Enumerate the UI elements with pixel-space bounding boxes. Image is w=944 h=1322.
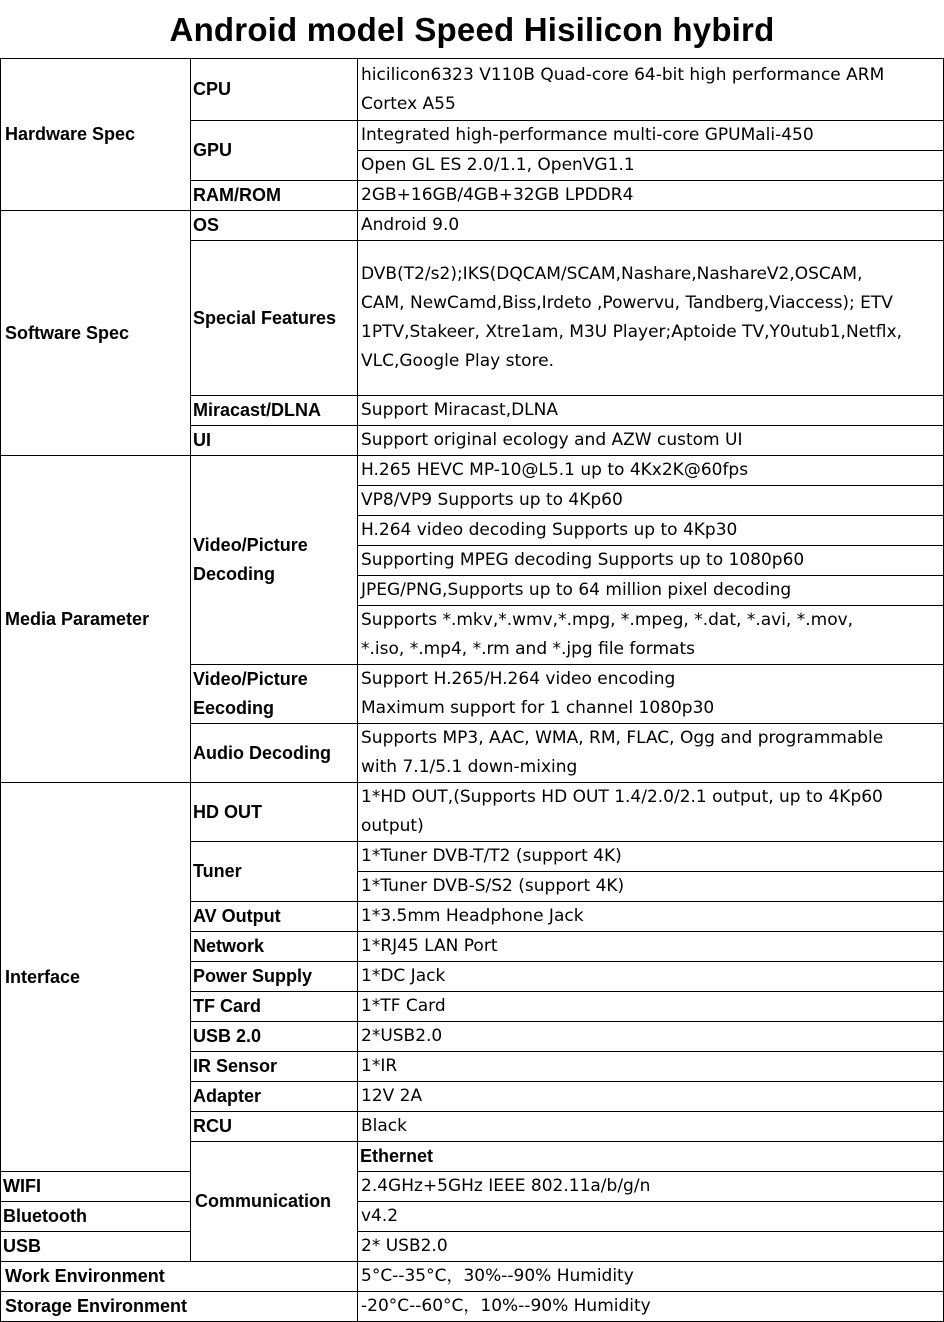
value-rcu: Black [358, 1112, 944, 1142]
label-bluetooth: Bluetooth [1, 1202, 191, 1232]
value-decoding: H.264 video decoding Supports up to 4Kp30 [358, 516, 944, 546]
value-os: Android 9.0 [358, 211, 944, 241]
label-line: Video/Picture [193, 669, 308, 689]
label-usb: USB [1, 1232, 191, 1262]
value-audio [358, 724, 944, 783]
label-os: OS [191, 211, 358, 241]
label-av-output: AV Output [191, 902, 358, 932]
value-hd-out [358, 783, 944, 842]
value-network: 1*RJ45 LAN Port [358, 932, 944, 962]
value-line: Supports *.mkv,*.wmv,*.mpg, *.mpeg, *.dat, *.avi, *.mov, [361, 610, 854, 630]
value-usb-2: 2*USB2.0 [358, 1022, 944, 1052]
label-adapter: Adapter [191, 1082, 358, 1112]
value-decoding: VP8/VP9 Supports up to 4Kp60 [358, 486, 944, 516]
label-wifi: WIFI [1, 1172, 191, 1202]
value-line: with 7.1/5.1 down-mixing [361, 757, 578, 777]
spec-table [0, 58, 944, 1322]
label-audio-decoding: Audio Decoding [191, 724, 358, 783]
label-ram: RAM/ROM [191, 181, 358, 211]
value-cpu [358, 59, 944, 121]
value-gpu-api: Open GL ES 2.0/1.1, OpenVG1.1 [358, 151, 944, 181]
label-video-encoding [191, 665, 358, 724]
label-cpu: CPU [191, 59, 358, 121]
label-hd-out: HD OUT [191, 783, 358, 842]
value-ram: 2GB+16GB/4GB+32GB LPDDR4 [358, 181, 944, 211]
category-hardware: Hardware Spec [1, 59, 191, 211]
table-row [1, 1262, 944, 1292]
label-usb-2: USB 2.0 [191, 1022, 358, 1052]
category-communication: Communication [191, 1142, 358, 1262]
table-row [1, 783, 944, 842]
label-network: Network [191, 932, 358, 962]
value-decoding: JPEG/PNG,Supports up to 64 million pixel decoding [358, 576, 944, 606]
label-line: Video/Picture [193, 535, 308, 555]
label-work-environment: Work Environment [1, 1262, 358, 1292]
value-decoding: H.265 HEVC MP-10@L5.1 up to 4Kx2K@60fps [358, 456, 944, 486]
table-row [1, 1202, 944, 1232]
table-row [1, 59, 944, 121]
value-gpu: Integrated high-performance multi-core GPUMali-450 [358, 121, 944, 151]
value-storage-environment: -20°C--60°C，10%--90% Humidity [358, 1292, 944, 1322]
label-line: Eecoding [193, 698, 275, 718]
value-ui: Support original ecology and AZW custom UI [358, 426, 944, 456]
table-row [1, 1292, 944, 1322]
value-line: VLC,Google Play store. [361, 351, 554, 371]
value-av-output: 1*3.5mm Headphone Jack [358, 902, 944, 932]
value-line: DVB(T2/s2);IKS(DQCAM/SCAM,Nashare,NashareV2,OSCAM, [361, 264, 863, 284]
table-row [1, 1172, 944, 1202]
value-line: Cortex A55 [361, 93, 456, 114]
value-decoding: Supporting MPEG decoding Supports up to 1080p60 [358, 546, 944, 576]
value-line: *.iso, *.mp4, *.rm and *.jpg file formats [361, 639, 695, 659]
value-bluetooth: v4.2 [358, 1202, 944, 1232]
label-ir-sensor: IR Sensor [191, 1052, 358, 1082]
value-usb: 2* USB2.0 [358, 1232, 944, 1262]
value-miracast: Support Miracast,DLNA [358, 396, 944, 426]
label-line: Decoding [193, 564, 276, 584]
label-video-decoding [191, 456, 358, 665]
value-special-features [358, 241, 944, 396]
label-power-supply: Power Supply [191, 962, 358, 992]
category-media: Media Parameter [1, 456, 191, 783]
value-line: Support H.265/H.264 video encoding [361, 669, 676, 689]
label-miracast: Miracast/DLNA [191, 396, 358, 426]
value-ir-sensor: 1*IR [358, 1052, 944, 1082]
label-gpu: GPU [191, 121, 358, 181]
value-tuner: 1*Tuner DVB-S/S2 (support 4K) [358, 872, 944, 902]
value-line: 1PTV,Stakeer, Xtre1am, M3U Player;Aptoide TV,Y0utub1,Netflx, [361, 322, 902, 342]
table-row [1, 1232, 944, 1262]
value-file-formats [358, 606, 944, 665]
value-line: 1*HD OUT,(Supports HD OUT 1.4/2.0/2.1 output, up to 4Kp60 [361, 787, 883, 807]
label-special-features: Special Features [191, 241, 358, 396]
value-adapter: 12V 2A [358, 1082, 944, 1112]
table-row [1, 456, 944, 486]
category-interface: Interface [1, 783, 191, 1172]
page-title: Android model Speed Hisilicon hybird [169, 11, 775, 48]
label-tuner: Tuner [191, 842, 358, 902]
label-tf-card: TF Card [191, 992, 358, 1022]
label-ui: UI [191, 426, 358, 456]
value-line: Supports MP3, AAC, WMA, RM, FLAC, Ogg and programmable [361, 728, 884, 748]
value-tuner: 1*Tuner DVB-T/T2 (support 4K) [358, 842, 944, 872]
value-tf-card: 1*TF Card [358, 992, 944, 1022]
value-work-environment: 5°C--35°C，30%--90% Humidity [358, 1262, 944, 1292]
value-encoding [358, 665, 944, 724]
value-wifi: 2.4GHz+5GHz IEEE 802.11a/b/g/n [358, 1172, 944, 1202]
label-rcu: RCU [191, 1112, 358, 1142]
value-line: CAM, NewCamd,Biss,Irdeto ,Powervu, Tandberg,Viaccess); ETV [361, 293, 893, 313]
value-power-supply: 1*DC Jack [358, 962, 944, 992]
value-line: hicilicon6323 V110B Quad-core 64-bit high performance ARM [361, 64, 885, 85]
label-ethernet: Ethernet [358, 1142, 944, 1172]
value-line: Maximum support for 1 channel 1080p30 [361, 698, 715, 718]
label-storage-environment: Storage Environment [1, 1292, 358, 1322]
category-software: Software Spec [1, 211, 191, 456]
table-row [1, 211, 944, 241]
value-line: output) [361, 816, 424, 836]
